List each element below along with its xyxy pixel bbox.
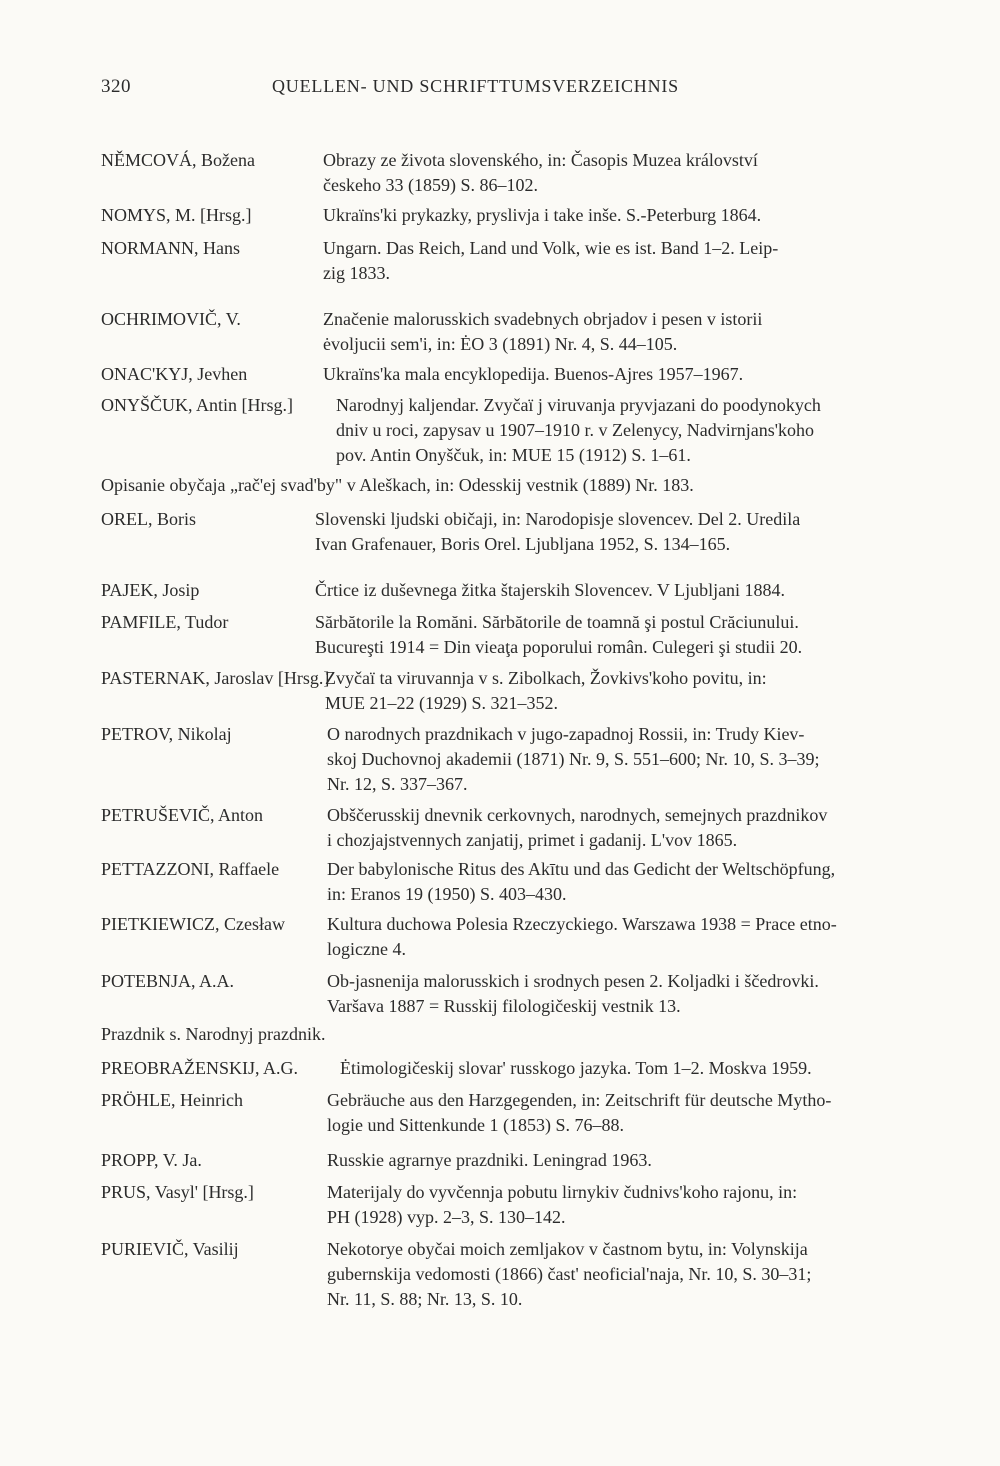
reference-line: Ėtimologičeskij slovar' russkogo jazyka. Tom 1–2. Moskva 1959.: [340, 1058, 812, 1078]
entry-reference: [327, 722, 819, 797]
reference-line: Obščerusskij dnevnik cerkovnych, narodnych, semejnych prazdnikov: [327, 805, 828, 825]
entry-author: POTEBNJA, A.A.: [101, 971, 235, 991]
reference-line: Ungarn. Das Reich, Land und Volk, wie es ist. Band 1–2. Leip-: [323, 238, 779, 258]
reference-line: Der babylonische Ritus des Akītu und das Gedicht der Weltschöpfung,: [327, 859, 836, 879]
reference-line: skoj Duchovnoj akademii (1871) Nr. 9, S. 551–600; Nr. 10, S. 3–39;: [327, 749, 820, 769]
reference-line: ėvoljucii sem'i, in: ĖO 3 (1891) Nr. 4, S. 44–105.: [323, 334, 678, 354]
entry-reference: [327, 857, 835, 907]
entry-reference: [327, 1180, 797, 1230]
entry-author: ONYŠČUK, Antin [Hrsg.]: [101, 395, 294, 415]
entry-reference: [323, 203, 761, 228]
entry-author: ONAC'KYJ, Jevhen: [101, 364, 248, 384]
entry-author: PURIEVIČ, Vasilij: [101, 1239, 239, 1259]
entry-reference: [323, 236, 778, 286]
reference-line: dniv u roci, zapysav u 1907–1910 r. v Zelenycy, Nadvirnjans'koho: [336, 420, 814, 440]
entry-author: PREOBRAŽENSKIJ, A.G.: [101, 1058, 299, 1078]
entry-reference: [327, 969, 819, 1019]
reference-line: Varšava 1887 = Russkij filologičeskij vestnik 13.: [327, 996, 681, 1016]
entry-author: PRUS, Vasyl' [Hrsg.]: [101, 1182, 254, 1202]
entry-author: PAMFILE, Tudor: [101, 612, 229, 632]
reference-line: in: Eranos 19 (1950) S. 403–430.: [327, 884, 567, 904]
entry-reference: [327, 803, 827, 853]
entry-author: PROPP, V. Ja.: [101, 1150, 202, 1170]
reference-line: Russkie agrarnye prazdniki. Leningrad 1963.: [327, 1150, 652, 1170]
reference-line: PH (1928) vyp. 2–3, S. 130–142.: [327, 1207, 566, 1227]
entry-reference: [323, 362, 743, 387]
reference-line: Nekotorye obyčai moich zemljakov v častnom bytu, in: Volynskija: [327, 1239, 808, 1259]
entry-reference: [315, 578, 785, 603]
reference-line: gubernskija vedomosti (1866) čast' neoficial'naja, Nr. 10, S. 30–31;: [327, 1264, 812, 1284]
entry-text: Opisanie obyčaja „rač'ej svad'by" v Aleškach, in: Odesskij vestnik (1889) Nr. 183.: [101, 475, 694, 495]
running-head: QUELLEN- UND SCHRIFTTUMSVERZEICHNIS: [272, 76, 679, 96]
reference-line: zig 1833.: [323, 263, 390, 283]
reference-line: Ukraïns'ki prykazky, pryslivja i take inše. S.-Peterburg 1864.: [323, 205, 762, 225]
reference-line: Ob-jasnenija malorusskich i srodnych pesen 2. Koljadki i ščedrovki.: [327, 971, 819, 991]
entry-author: PETRUŠEVIČ, Anton: [101, 805, 264, 825]
entry-reference: [336, 393, 821, 468]
reference-line: Materijaly do vyvčennja pobutu lirnykiv čudnivs'koho rajonu, in:: [327, 1182, 798, 1202]
reference-line: MUE 21–22 (1929) S. 321–352.: [325, 693, 558, 713]
entry-reference: [340, 1056, 812, 1081]
reference-line: logiczne 4.: [327, 939, 406, 959]
reference-line: logie und Sittenkunde 1 (1853) S. 76–88.: [327, 1115, 624, 1135]
reference-line: Nr. 11, S. 88; Nr. 13, S. 10.: [327, 1289, 523, 1309]
entry-author: PRÖHLE, Heinrich: [101, 1090, 243, 1110]
entry-reference: [327, 912, 837, 962]
reference-line: Gebräuche aus den Harzgegenden, in: Zeitschrift für deutsche Mytho-: [327, 1090, 832, 1110]
entry-author: PIETKIEWICZ, Czesław: [101, 914, 285, 934]
entry-reference: [327, 1148, 652, 1173]
entry-author: PETROV, Nikolaj: [101, 724, 232, 744]
reference-line: Nr. 12, S. 337–367.: [327, 774, 468, 794]
entry-reference: [315, 610, 802, 660]
entry-author: NOMYS, M. [Hrsg.]: [101, 205, 252, 225]
entry-text: Prazdnik s. Narodnyj prazdnik.: [101, 1024, 326, 1044]
reference-line: Kultura duchowa Polesia Rzeczyckiego. Warszawa 1938 = Prace etno-: [327, 914, 837, 934]
reference-line: Ivan Grafenauer, Boris Orel. Ljubljana 1952, S. 134–165.: [315, 534, 731, 554]
entry-author: PASTERNAK, Jaroslav [Hrsg.]: [101, 668, 330, 688]
reference-line: O narodnych prazdnikach v jugo-zapadnoj Rossii, in: Trudy Kiev-: [327, 724, 805, 744]
entry-reference: [327, 1088, 831, 1138]
reference-line: Bucureşti 1914 = Din vieaţa poporului român. Culegeri şi studii 20.: [315, 637, 803, 657]
entry-reference: [323, 307, 762, 357]
entry-reference: [323, 148, 758, 198]
reference-line: Slovenski ljudski običaji, in: Narodopisje slovencev. Del 2. Uredila: [315, 509, 801, 529]
entry-reference: [327, 1237, 811, 1312]
reference-line: Črtice iz duševnega žitka štajerskih Slovencev. V Ljubljani 1884.: [315, 580, 786, 600]
reference-line: českeho 33 (1859) S. 86–102.: [323, 175, 538, 195]
entry-author: OCHRIMOVIČ, V.: [101, 309, 241, 329]
reference-line: Narodnyj kaljendar. Zvyčaï j viruvanja pryvjazani do poodynokych: [336, 395, 821, 415]
reference-line: pov. Antin Onyščuk, in: MUE 15 (1912) S. 1–61.: [336, 445, 691, 465]
reference-line: Obrazy ze života slovenského, in: Časopis Muzea království: [323, 150, 758, 170]
reference-line: Sărbătorile la Romăni. Sărbătorile de toamnă şi postul Crăciunului.: [315, 612, 799, 632]
reference-line: i chozjajstvennych zanjatij, primet i gadanij. L'vov 1865.: [327, 830, 738, 850]
page-number: 320: [101, 76, 131, 97]
entry-author: NORMANN, Hans: [101, 238, 240, 258]
entry-reference: [315, 507, 800, 557]
entry-author: NĚMCOVÁ, Božena: [101, 150, 255, 170]
reference-line: Značenie malorusskich svadebnych obrjadov i pesen v istorii: [323, 309, 763, 329]
reference-line: Zvyčaï ta viruvannja v s. Zibolkach, Žovkivs'koho povitu, in:: [325, 668, 767, 688]
entry-author: PETTAZZONI, Raffaele: [101, 859, 280, 879]
entry-author: PAJEK, Josip: [101, 580, 200, 600]
entry-reference: [325, 666, 767, 716]
entry-author: OREL, Boris: [101, 509, 197, 529]
reference-line: Ukraïns'ka mala encyklopedija. Buenos-Ajres 1957–1967.: [323, 364, 744, 384]
